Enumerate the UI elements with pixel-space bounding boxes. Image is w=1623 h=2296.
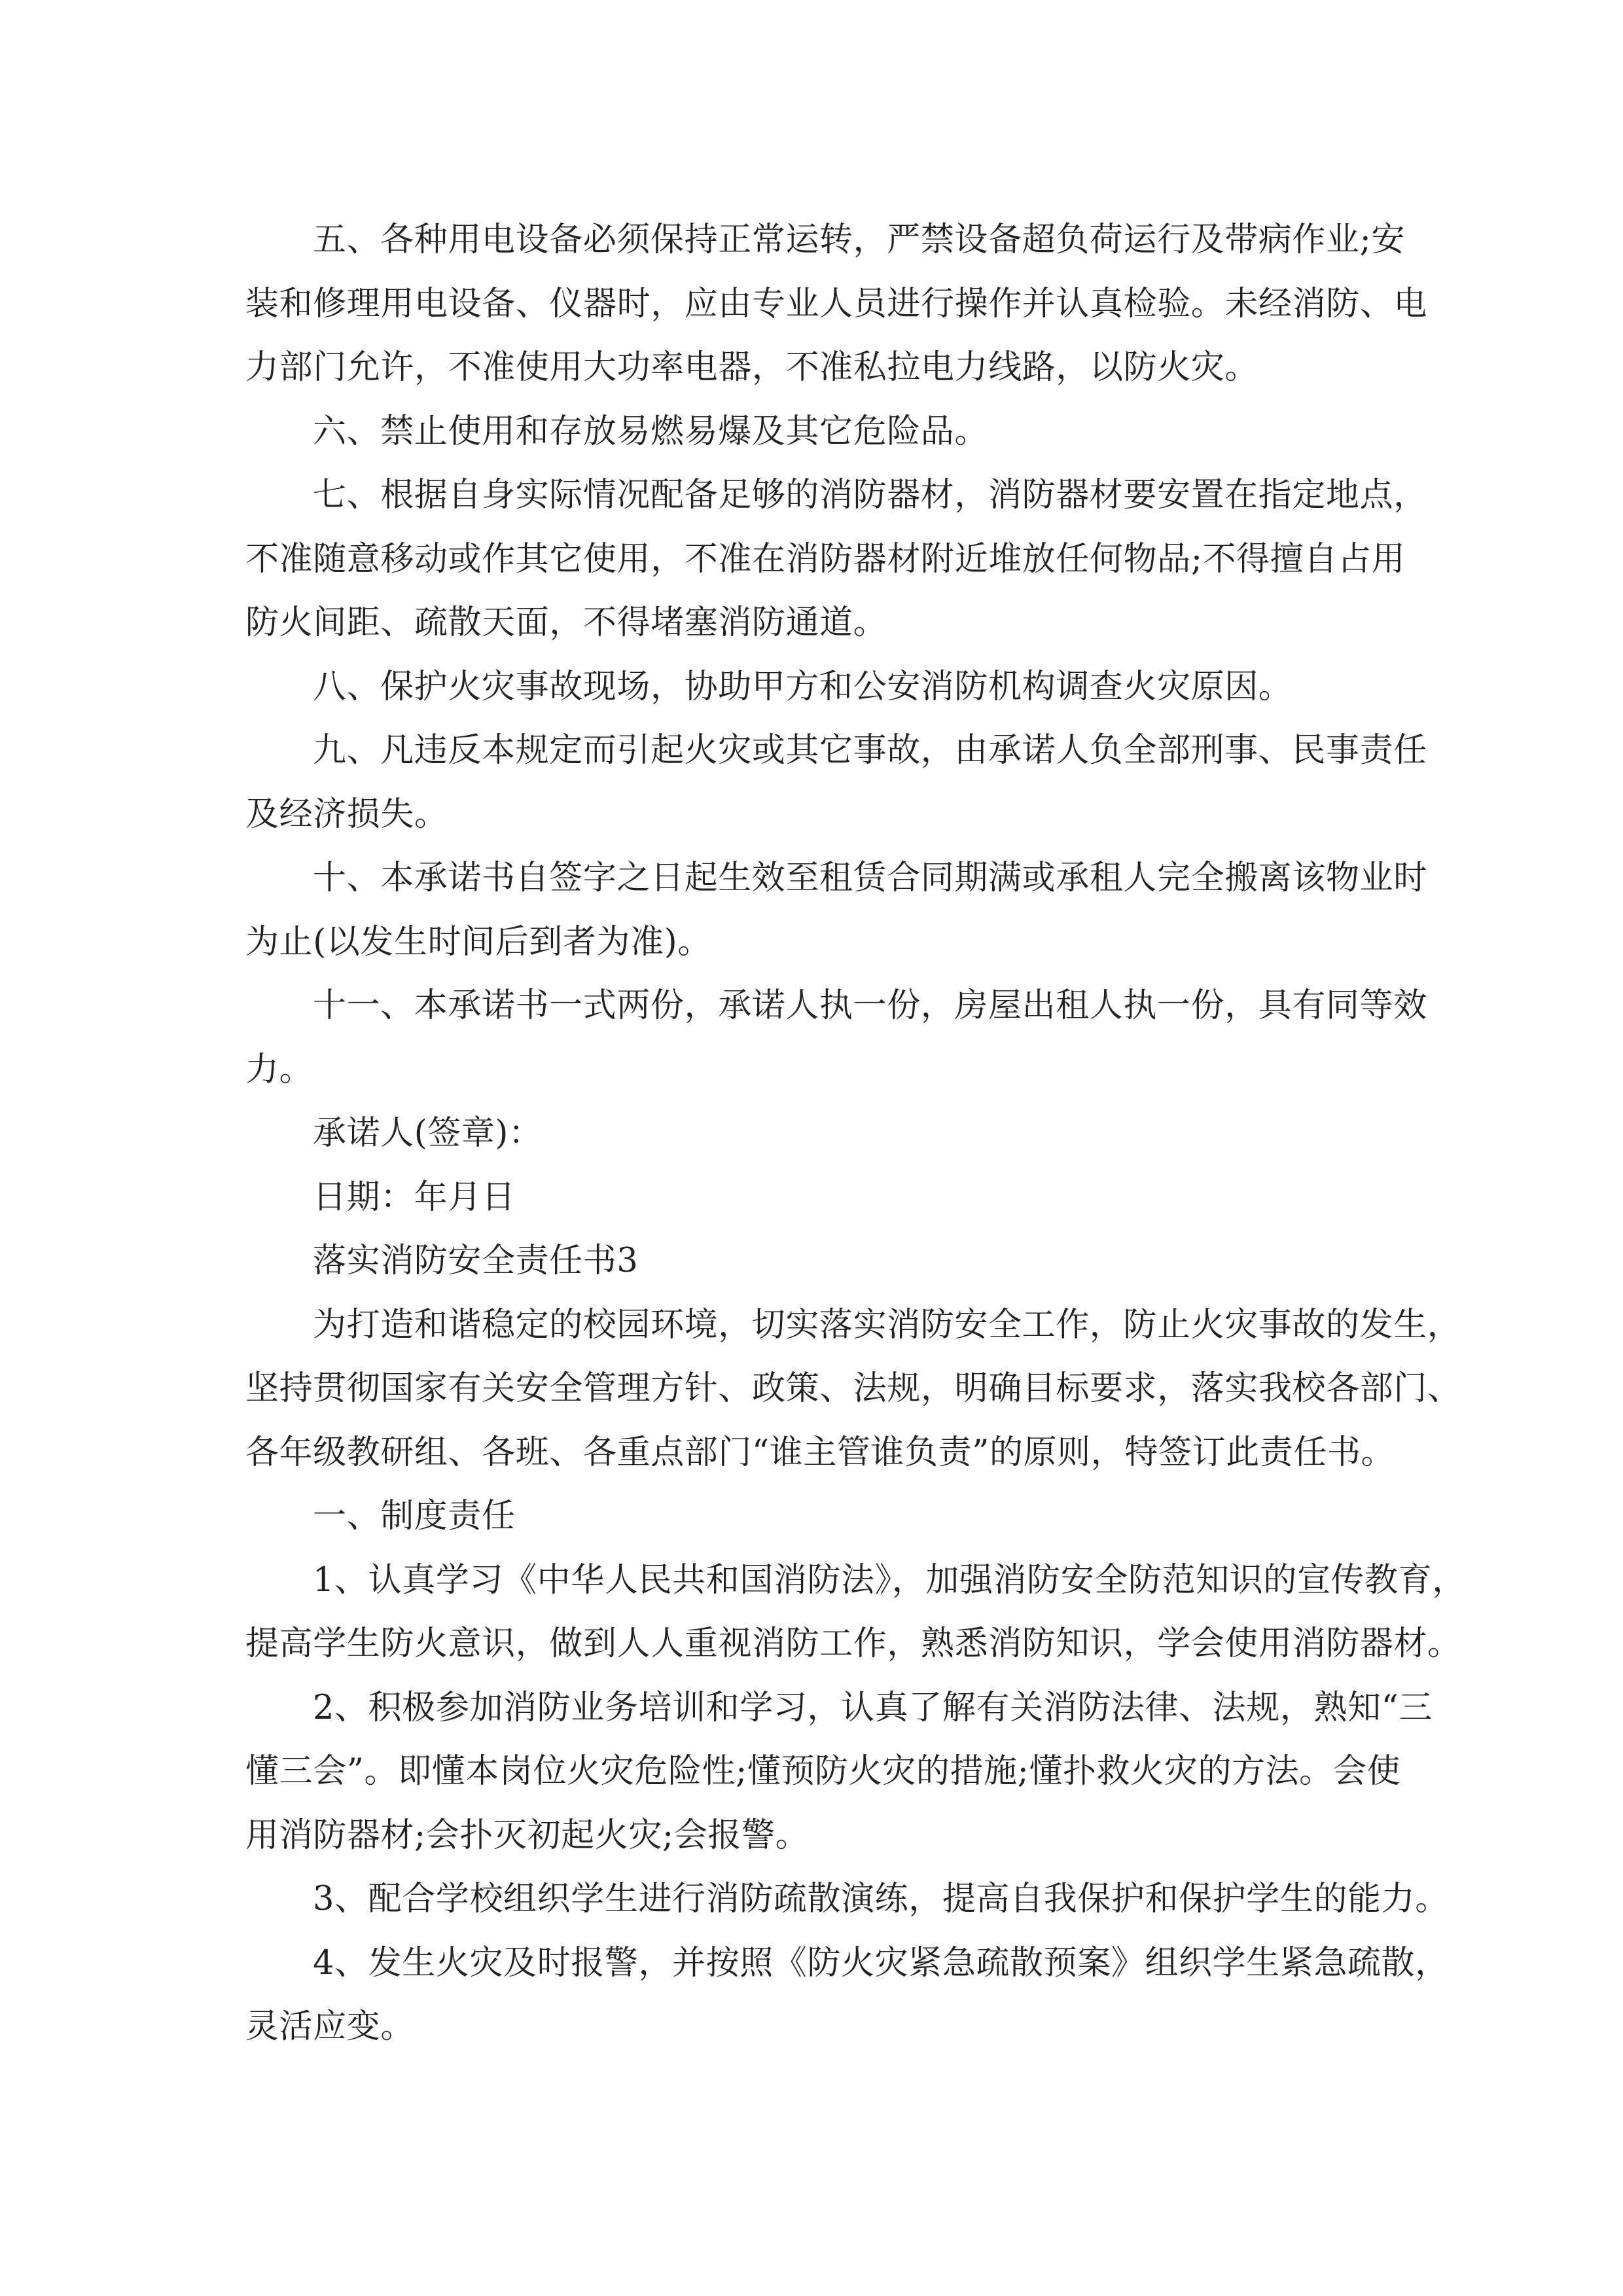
text-line: 懂三会”。即懂本岗位火灾危险性;懂预防火灾的措施;懂扑救火灾的方法。会使 xyxy=(245,1752,1401,1791)
text-line: 坚持贯彻国家有关安全管理方针、政策、法规，明确目标要求，落实我校各部门、 xyxy=(245,1369,1461,1408)
text-line: 防火间距、疏散天面，不得堵塞消防通道。 xyxy=(245,603,887,642)
text-line: 2、积极参加消防业务培训和学习，认真了解有关消防法律、法规，熟知“三 xyxy=(313,1688,1433,1727)
text-line: 六、禁止使用和存放易燃易爆及其它危险品。 xyxy=(313,412,989,451)
text-line: 4、发生火灾及时报警，并按照《防火灾紧急疏散预案》组织学生紧急疏散， xyxy=(313,1943,1449,1982)
text-line: 七、根据自身实际情况配备足够的消防器材，消防器材要安置在指定地点， xyxy=(313,476,1427,514)
text-line: 灵活应变。 xyxy=(245,2007,415,2046)
text-line: 一、制度责任 xyxy=(313,1497,516,1535)
text-line: 力部门允许，不准使用大功率电器，不准私拉电力线路，以防火灾。 xyxy=(245,348,1259,387)
text-line: 五、各种用电设备必须保持正常运转，严禁设备超负荷运行及带病作业;安 xyxy=(313,221,1405,259)
text-line: 九、凡违反本规定而引起火灾或其它事故，由承诺人负全部刑事、民事责任 xyxy=(313,731,1427,770)
text-line: 八、保护火灾事故现场，协助甲方和公安消防机构调查火灾原因。 xyxy=(313,667,1293,706)
text-line: 及经济损失。 xyxy=(245,795,448,834)
text-line: 1、认真学习《中华人民共和国消防法》，加强消防安全防范知识的宣传教育， xyxy=(313,1560,1466,1600)
text-line: 日期：年月日 xyxy=(313,1177,516,1217)
text-line: 为止(以发生时间后到者为准)。 xyxy=(245,922,711,961)
text-line: 3、配合学校组织学生进行消防疏散演练，提高自我保护和保护学生的能力。 xyxy=(313,1880,1449,1918)
text-line: 力。 xyxy=(245,1050,313,1089)
text-line: 用消防器材;会扑灭初起火灾;会报警。 xyxy=(245,1816,810,1855)
text-line: 提高学生防火意识，做到人人重视消防工作，熟悉消防知识，学会使用消防器材。 xyxy=(245,1624,1461,1663)
text-line: 落实消防安全责任书3 xyxy=(313,1242,639,1280)
text-line: 为打造和谐稳定的校园环境，切实落实消防安全工作，防止火灾事故的发生， xyxy=(313,1305,1461,1344)
text-line: 十一、本承诺书一式两份，承诺人执一份，房屋出租人执一份，具有同等效 xyxy=(313,986,1427,1025)
text-line: 不准随意移动或作其它使用，不准在消防器材附近堆放任何物品;不得擅自占用 xyxy=(245,539,1406,579)
text-line: 各年级教研组、各班、各重点部门“谁主管谁负责”的原则，特签订此责任书。 xyxy=(245,1433,1395,1472)
text-line: 装和修理用电设备、仪器时，应由专业人员进行操作并认真检验。未经消防、电 xyxy=(245,284,1428,323)
text-line: 十、本承诺书自签字之日起生效至租赁合同期满或承租人完全搬离该物业时 xyxy=(313,859,1427,897)
document-body xyxy=(245,208,1466,2059)
text-line: 承诺人(签章)： xyxy=(313,1114,543,1153)
